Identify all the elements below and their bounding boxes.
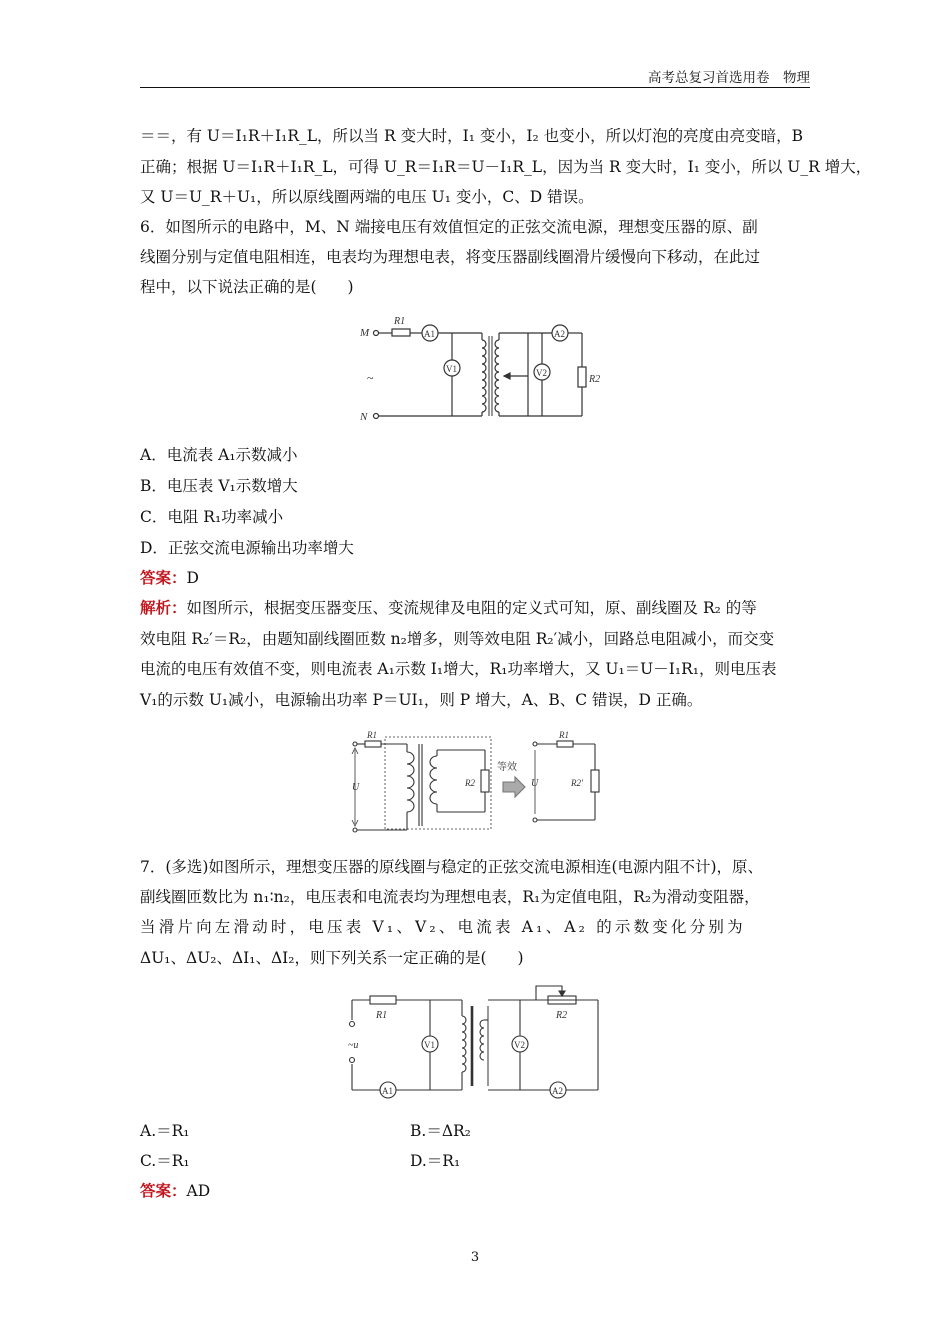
svg-text:U: U (352, 782, 360, 793)
q7-answer (140, 1180, 810, 1202)
q7-circuit-figure (340, 982, 605, 1102)
q5-line-2: 正确；根据 U＝I₁R＋I₁R_L，可得 U_R＝I₁R＝U－I₁R_L，因为当 R 变大时，I₁ 变小，所以 U_R 增大， (140, 158, 872, 176)
q6-equivalent-figure (345, 730, 610, 834)
q7-source-symbol: ~u (348, 1040, 359, 1051)
svg-text:A1: A1 (382, 1086, 393, 1096)
q6-equiv-arrow (503, 777, 525, 797)
q6-answer (140, 567, 810, 589)
svg-text:R1: R1 (559, 730, 569, 740)
svg-text:V2: V2 (514, 1040, 525, 1050)
svg-text:R1: R1 (376, 1010, 388, 1021)
page-header: 高考总复习首选用卷 物理 (648, 70, 810, 86)
q6-explanation-2: 效电阻 R₂′＝R₂，由题知副线圈匝数 n₂增多，则等效电阻 R₂′减小，回路总电阻减小，而交变 (140, 630, 775, 648)
page-number: 3 (470, 1250, 480, 1265)
q7-option-b: B.＝ΔR₂ (410, 1122, 471, 1140)
q7-answer-value: AD (186, 1182, 211, 1200)
q6-label-N: N (360, 411, 368, 423)
q6-equiv-label: 等效 (497, 762, 517, 773)
q6-option-a: A．电流表 A₁示数减小 (140, 446, 298, 464)
svg-text:R2: R2 (465, 778, 475, 788)
q6-option-d: D．正弦交流电源输出功率增大 (140, 539, 354, 557)
q5-line-3: 又 U＝U_R＋U₁，所以原线圈两端的电压 U₁ 变小，C、D 错误。 (140, 188, 594, 206)
q6-line-1: 6．如图所示的电路中，M、N 端接电压有效值恒定的正弦交流电源，理想变压器的原、副 (140, 218, 758, 236)
q7-secondary-coil (480, 1020, 484, 1060)
q7-option-a: A.＝R₁ (140, 1122, 190, 1140)
q6-source-symbol: ~ (367, 371, 374, 385)
q6-secondary-coil (495, 340, 499, 412)
q6-answer-value: D (186, 569, 199, 587)
svg-text:A2: A2 (554, 329, 565, 339)
q6-equivalent-svg (345, 730, 610, 834)
q6-primary-coil (482, 340, 486, 412)
svg-text:R1: R1 (367, 730, 377, 740)
q7-resistor-r1 (370, 996, 396, 1004)
svg-text:V1: V1 (424, 1040, 435, 1050)
svg-text:V2: V2 (536, 368, 547, 378)
q7-answer-label: 答案： (140, 1181, 187, 1200)
q6-explanation-4: V₁的示数 U₁减小，电源输出功率 P＝UI₁，则 P 增大，A、B、C 错误，D 正确。 (140, 691, 703, 709)
q6-circuit-figure (352, 312, 612, 430)
svg-text:A1: A1 (424, 329, 435, 339)
q7-rheostat-slider (536, 986, 562, 1000)
svg-text:U: U (531, 778, 539, 789)
header-rule (140, 87, 810, 88)
svg-text:R2: R2 (589, 374, 601, 385)
q6-circuit-svg (352, 312, 612, 430)
svg-text:A2: A2 (552, 1086, 563, 1096)
q7-option-d: D.＝R₁ (410, 1152, 461, 1170)
svg-text:R2′: R2′ (571, 778, 583, 788)
q7-line-1: 7．(多选)如图所示，理想变压器的原线圈与稳定的正弦交流电源相连(电源内阻不计)，原、 (140, 858, 764, 876)
q6-resistor-r2 (578, 367, 586, 387)
q7-line-2: 副线圈匝数比为 n₁∶n₂，电压表和电流表均为理想电表，R₁为定值电阻，R₂为滑动变阻器， (140, 888, 760, 906)
q7-primary-coil (462, 1016, 466, 1072)
svg-text:R2: R2 (556, 1010, 568, 1021)
q5-line-1: ＝＝，有 U＝I₁R＋I₁R_L，所以当 R 变大时，I₁ 变小，I₂ 也变小，所以灯泡的亮度由亮变暗，B (140, 127, 803, 145)
q6-line-2: 线圈分别与定值电阻相连，电表均为理想电表，将变压器副线圈滑片缓慢向下移动，在此过 (140, 248, 761, 266)
svg-text:V1: V1 (446, 364, 457, 374)
q6-label-M: M (360, 327, 370, 339)
q6-option-c: C．电阻 R₁功率减小 (140, 508, 284, 526)
q6-answer-label: 答案： (140, 568, 187, 587)
q6-option-b: B．电压表 V₁示数增大 (140, 477, 298, 495)
q7-option-c: C.＝R₁ (140, 1152, 190, 1170)
q6-explanation-1: 解析：如图所示，根据变压器变压、变流规律及电阻的定义式可知，原、副线圈及 R₂ 的等 (140, 598, 757, 617)
q7-circuit-svg (340, 982, 605, 1102)
q7-line-3: 当滑片向左滑动时，电压表 V₁、V₂、电流表 A₁、A₂ 的示数变化分别为 (140, 918, 746, 936)
q6-explanation-3: 电流的电压有效值不变，则电流表 A₁示数 I₁增大，R₁功率增大，又 U₁＝U－I₁R₁，则电压表 (140, 660, 777, 678)
q6-resistor-r1 (392, 329, 410, 336)
q7-line-4: ΔU₁、ΔU₂、ΔI₁、ΔI₂，则下列关系一定正确的是( ) (140, 949, 524, 967)
q6-label-r1: R1 (394, 316, 406, 327)
q6-explanation-label: 解析： (140, 598, 187, 617)
q6-line-3: 程中，以下说法正确的是( ) (140, 278, 354, 296)
